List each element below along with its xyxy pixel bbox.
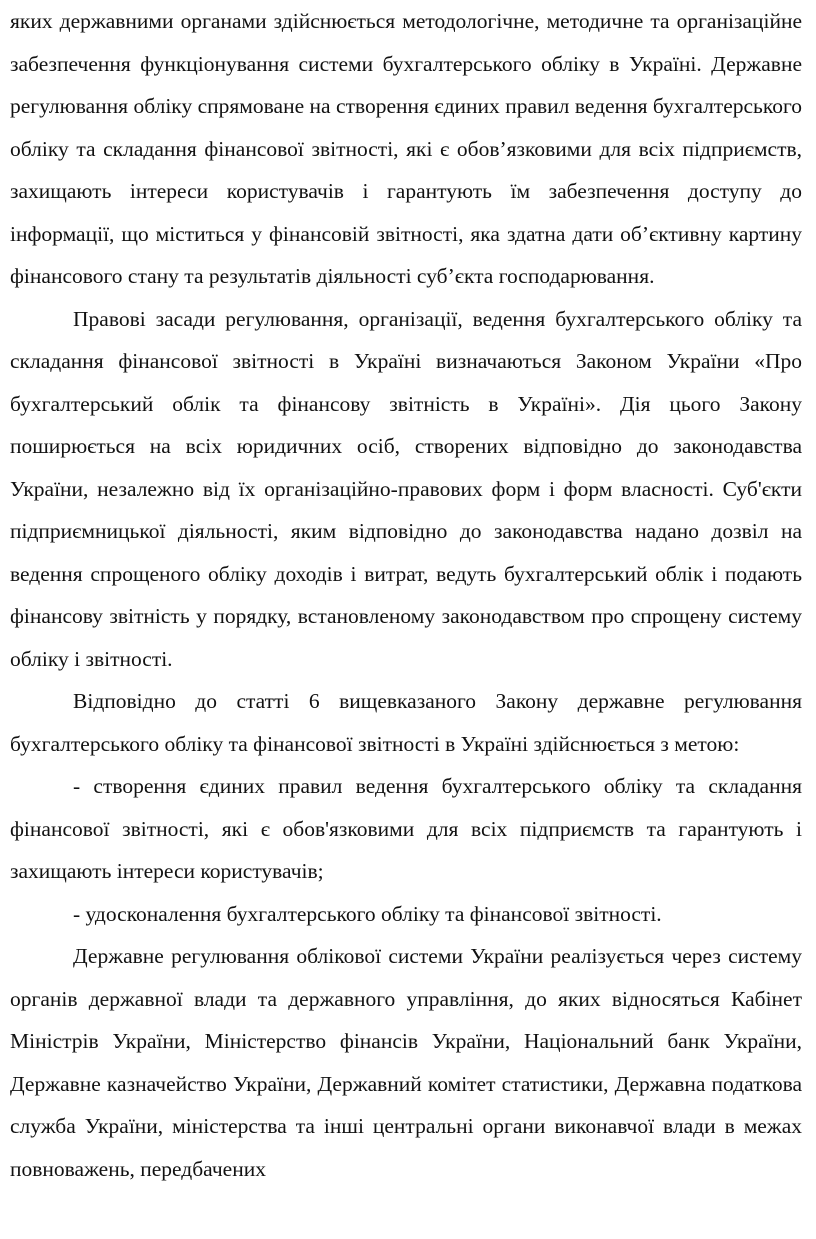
paragraph-legal-basis: Правові засади регулювання, організації, ведення бухгалтерського обліку та складання фінансової звітності в Україні визначаються Законом України «Про бухгалтерський облік та фінансову звітність в Україні». Дія цього Закону поширюється на всіх юридичних осіб, створених відповідно до законодавства України, незалежно від їх організаційно-правових форм і форм власності. Суб'єкти підприємницької діяльності, яким відповідно до законодавства надано дозвіл на ведення спрощеного обліку доходів і витрат, ведуть бухгалтерський облік і подають фінансову звітність у порядку, встановленому законодавством про спрощену систему обліку і звітності. bbox=[10, 306, 802, 671]
paragraph-state-regulation: Державне регулювання облікової системи України реалізується через систему органів державної влади та державного управління, до яких відносяться Кабінет Міністрів України, Міністерство фінансів України, Національний банк України, Державне казначейство України, Державний комітет статистики, Державна податкова служба України, міністерства та інші центральні органи виконавчої влади в межах повноважень, передбачених bbox=[10, 944, 802, 1181]
paragraph-continuation: яких державними органами здійснюється методологічне, методичне та організаційне забезпечення функціонування системи бухгалтерського обліку в Україні. Державне регулювання обліку спрямоване на створення єдиних правил ведення бухгалтерського обліку та складання фінансової звітності, які є обов’язковими для всіх підприємств, захищають інтереси користувачів і гарантують їм забезпечення доступу до інформації, що міститься у фінансовій звітності, яка здатна дати об’єктивну картину фінансового стану та результатів діяльності суб’єкта господарювання. bbox=[10, 9, 802, 288]
list-item-unified-rules: - створення єдиних правил ведення бухгалтерського обліку та складання фінансової звітності, які є обов'язковими для всіх підприємств та гарантують і захищають інтереси користувачів; bbox=[10, 774, 802, 883]
paragraph-article-6: Відповідно до статті 6 вищевказаного Закону державне регулювання бухгалтерського обліку та фінансової звітності в Україні здійснюється з метою: bbox=[10, 689, 802, 756]
list-item-improvement: - удосконалення бухгалтерського обліку та фінансової звітності. bbox=[73, 901, 662, 926]
